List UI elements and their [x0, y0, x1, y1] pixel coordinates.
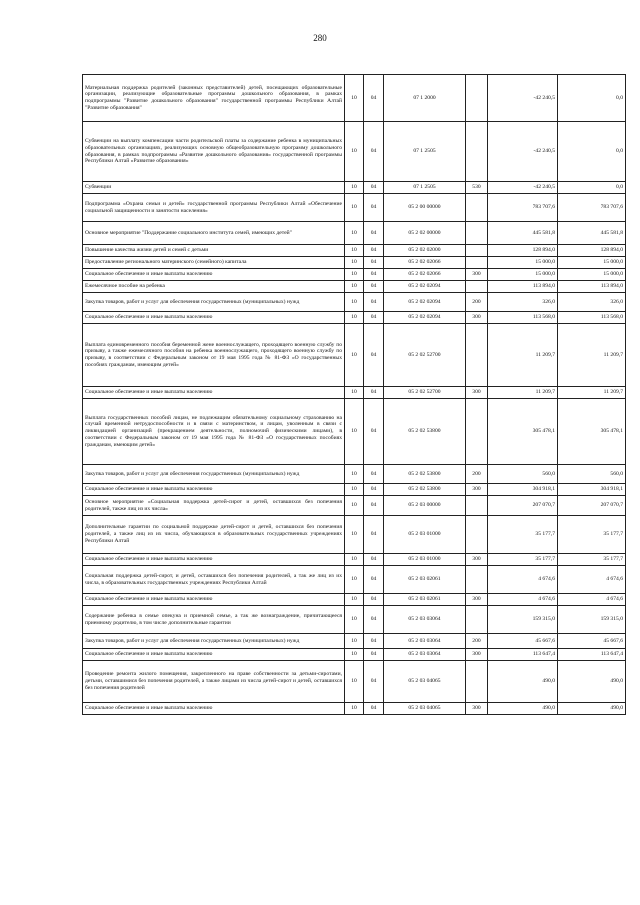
cell-name: Закупка товаров, работ и услуг для обеспечения государственных (муниципальных) нужд: [83, 293, 345, 312]
cell-sub: 04: [364, 324, 384, 387]
cell-code: 05 2 03 01000: [384, 516, 466, 554]
cell-sub: 04: [364, 634, 384, 649]
cell-sum: 15 000,0: [488, 269, 558, 281]
cell-sub: 04: [364, 496, 384, 516]
cell-code: 07 1 2505: [384, 122, 466, 182]
cell-sum: 11 209,7: [488, 324, 558, 387]
cell-sum: 560,0: [488, 465, 558, 484]
cell-sum: 128 894,0: [488, 245, 558, 257]
table-row: [83, 634, 626, 649]
cell-name: Субвенции на выплату компенсации части родительской платы за содержание ребенка в муниципальных образовательных организациях, реализующих основную общеобразовательную программу дошкольного образования, в рамках подпрограммы «Развитие дошкольного образования» государственной программы Республики Алтай «Развитие образования»: [83, 122, 345, 182]
cell-sec: 10: [345, 649, 364, 661]
cell-sum2: 490,0: [558, 703, 626, 715]
cell-sec: 10: [345, 594, 364, 606]
cell-sec: 10: [345, 634, 364, 649]
cell-sum: 4 674,6: [488, 566, 558, 594]
cell-sum2: 159 315,0: [558, 606, 626, 634]
cell-sub: 04: [364, 194, 384, 222]
cell-sum2: 15 000,0: [558, 269, 626, 281]
cell-sum2: 0,0: [558, 75, 626, 122]
cell-sum2: 490,0: [558, 661, 626, 703]
cell-code: 05 2 03 01000: [384, 554, 466, 566]
cell-name: Социальное обеспечение и иные выплаты населению: [83, 703, 345, 715]
table-row: [83, 703, 626, 715]
cell-sum2: 0,0: [558, 182, 626, 194]
cell-sum2: 326,0: [558, 293, 626, 312]
cell-code: 05 2 03 04065: [384, 703, 466, 715]
cell-sec: 10: [345, 312, 364, 324]
cell-type: 200: [466, 634, 488, 649]
cell-sum2: 560,0: [558, 465, 626, 484]
cell-sum2: 35 177,7: [558, 554, 626, 566]
cell-type: [466, 257, 488, 269]
cell-code: 05 2 02 02094: [384, 281, 466, 293]
cell-sub: 04: [364, 516, 384, 554]
cell-name: Социальное обеспечение и иные выплаты населению: [83, 387, 345, 399]
cell-sum2: 304 918,1: [558, 484, 626, 496]
cell-sub: 04: [364, 484, 384, 496]
cell-type: 530: [466, 182, 488, 194]
cell-sub: 04: [364, 312, 384, 324]
cell-name: Выплата единовременного пособия беременной жене военнослужащего, проходящего военную службу по призыву, а также ежемесячного пособия на ребенка военнослужащего, проходящего военную службу по призыву, в соответствии с Федеральным законом от 19 мая 1995 года № 81-ФЗ «О государственных пособиях гражданам, имеющим детей»: [83, 324, 345, 387]
cell-code: 05 2 03 03064: [384, 606, 466, 634]
cell-sub: 04: [364, 465, 384, 484]
cell-sec: 10: [345, 245, 364, 257]
cell-sec: 10: [345, 182, 364, 194]
cell-sec: 10: [345, 606, 364, 634]
cell-type: [466, 399, 488, 465]
cell-sum: 445 581,8: [488, 222, 558, 245]
cell-sub: 04: [364, 269, 384, 281]
cell-sum2: 0,0: [558, 122, 626, 182]
cell-name: Социальное обеспечение и иные выплаты населению: [83, 554, 345, 566]
cell-code: 05 2 03 02061: [384, 566, 466, 594]
cell-type: [466, 222, 488, 245]
cell-code: 05 2 02 02066: [384, 257, 466, 269]
cell-sum: 113 894,0: [488, 281, 558, 293]
table-row: [83, 312, 626, 324]
budget-table: [82, 74, 626, 715]
cell-code: 05 2 02 00000: [384, 222, 466, 245]
cell-sec: 10: [345, 496, 364, 516]
cell-sum2: 4 674,6: [558, 566, 626, 594]
cell-sec: 10: [345, 257, 364, 269]
cell-sec: 10: [345, 484, 364, 496]
cell-sum2: 128 894,0: [558, 245, 626, 257]
cell-sub: 04: [364, 566, 384, 594]
cell-name: Социальное обеспечение и иные выплаты населению: [83, 312, 345, 324]
cell-sum: -42 240,5: [488, 122, 558, 182]
cell-sum2: 4 674,6: [558, 594, 626, 606]
cell-code: 05 2 03 00000: [384, 496, 466, 516]
cell-type: 200: [466, 465, 488, 484]
cell-code: 05 2 03 03064: [384, 649, 466, 661]
cell-type: 200: [466, 293, 488, 312]
table-row: [83, 324, 626, 387]
cell-type: [466, 75, 488, 122]
cell-code: 05 2 03 03064: [384, 634, 466, 649]
table-row: [83, 269, 626, 281]
cell-sum2: 445 581,8: [558, 222, 626, 245]
table-row: [83, 122, 626, 182]
cell-name: Социальное обеспечение и иные выплаты населению: [83, 484, 345, 496]
cell-sum: 35 177,7: [488, 554, 558, 566]
cell-sec: 10: [345, 516, 364, 554]
cell-sum2: 11 209,7: [558, 387, 626, 399]
cell-code: 07 1 2505: [384, 182, 466, 194]
cell-type: [466, 194, 488, 222]
cell-sum: 113 568,0: [488, 312, 558, 324]
budget-table-body: [83, 75, 626, 715]
cell-sub: 04: [364, 594, 384, 606]
table-row: [83, 496, 626, 516]
cell-code: 05 2 02 02094: [384, 312, 466, 324]
cell-type: [466, 661, 488, 703]
cell-sum2: 783 707,6: [558, 194, 626, 222]
cell-type: [466, 566, 488, 594]
cell-code: 05 2 02 52700: [384, 324, 466, 387]
cell-type: [466, 245, 488, 257]
cell-name: Основное мероприятие «Социальная поддержка детей-сирот и детей, оставшихся без попечения родителей, также лиц из их числа»: [83, 496, 345, 516]
cell-sum: -42 240,5: [488, 182, 558, 194]
cell-name: Социальная поддержка детей-сирот, и детей, оставшихся без попечения родителей, а так же лиц из их числа, в образовательных государственных учреждениях Республики Алтай: [83, 566, 345, 594]
cell-code: 05 2 02 52700: [384, 387, 466, 399]
cell-type: 300: [466, 484, 488, 496]
cell-type: 300: [466, 649, 488, 661]
cell-name: Предоставление регионального материнского (семейного) капитала: [83, 257, 345, 269]
cell-sum: 207 070,7: [488, 496, 558, 516]
cell-name: Закупка товаров, работ и услуг для обеспечения государственных (муниципальных) нужд: [83, 465, 345, 484]
cell-sub: 04: [364, 222, 384, 245]
cell-code: 05 2 02 02094: [384, 293, 466, 312]
cell-sub: 04: [364, 75, 384, 122]
cell-sec: 10: [345, 122, 364, 182]
table-row: [83, 222, 626, 245]
table-row: [83, 245, 626, 257]
cell-type: [466, 516, 488, 554]
cell-name: Выплата государственных пособий лицам, не подлежащим обязательному социальному страхованию на случай временной нетрудоспособности и в связи с материнством, и лицам, уволенным в связи с ликвидацией организаций (прекращением деятельности, полномочий физическими лицами), в соответствии с Федеральным законом от 19 мая 1995 года № 81-ФЗ «О государственных пособиях гражданам, имеющим детей»: [83, 399, 345, 465]
cell-sum2: 207 070,7: [558, 496, 626, 516]
cell-sub: 04: [364, 257, 384, 269]
cell-sum: -42 240,5: [488, 75, 558, 122]
cell-sec: 10: [345, 75, 364, 122]
cell-sum: 326,0: [488, 293, 558, 312]
cell-name: Субвенции: [83, 182, 345, 194]
cell-sum2: 11 209,7: [558, 324, 626, 387]
cell-sec: 10: [345, 324, 364, 387]
cell-code: 05 2 03 04065: [384, 661, 466, 703]
cell-sec: 10: [345, 387, 364, 399]
cell-sub: 04: [364, 661, 384, 703]
table-row: [83, 649, 626, 661]
cell-code: 05 2 00 00000: [384, 194, 466, 222]
cell-sec: 10: [345, 293, 364, 312]
cell-name: Дополнительные гарантии по социальной поддержке детей-сирот и детей, оставшихся без попечения родителей, а также лиц из их числа, обучающихся в образовательных государственных учреждениях Республики Алтай: [83, 516, 345, 554]
cell-type: [466, 606, 488, 634]
cell-sec: 10: [345, 661, 364, 703]
cell-code: 05 2 02 02066: [384, 269, 466, 281]
cell-sum: 35 177,7: [488, 516, 558, 554]
table-row: [83, 399, 626, 465]
cell-type: [466, 122, 488, 182]
cell-sum: 304 918,1: [488, 484, 558, 496]
cell-sum: 45 667,6: [488, 634, 558, 649]
cell-sec: 10: [345, 465, 364, 484]
cell-sec: 10: [345, 194, 364, 222]
cell-type: 300: [466, 594, 488, 606]
cell-type: [466, 324, 488, 387]
cell-name: Материальная поддержка родителей (законных представителей) детей, посещающих образовательные организации, реализующие образовательные программы дошкольного образования, в рамках подпрограммы "Развитие дошкольного образования" государственной программы Республики Алтай "Развитие образования": [83, 75, 345, 122]
cell-code: 05 2 02 53800: [384, 484, 466, 496]
table-row: [83, 465, 626, 484]
cell-sub: 04: [364, 554, 384, 566]
table-row: [83, 661, 626, 703]
table-row: [83, 257, 626, 269]
cell-code: 05 2 03 02061: [384, 594, 466, 606]
cell-sum2: 45 667,6: [558, 634, 626, 649]
cell-sec: 10: [345, 281, 364, 293]
table-row: [83, 594, 626, 606]
table-row: [83, 194, 626, 222]
cell-sub: 04: [364, 703, 384, 715]
cell-sum: 783 707,6: [488, 194, 558, 222]
table-row: [83, 516, 626, 554]
cell-sum: 490,0: [488, 703, 558, 715]
cell-sum2: 113 894,0: [558, 281, 626, 293]
cell-code: 05 2 02 02000: [384, 245, 466, 257]
cell-code: 05 2 02 53800: [384, 399, 466, 465]
cell-name: Подпрограмма «Охрана семьи и детей» государственной программы Республики Алтай «Обеспечение социальной защищенности и занятости населения»: [83, 194, 345, 222]
cell-sec: 10: [345, 269, 364, 281]
cell-name: Социальное обеспечение и иные выплаты населению: [83, 594, 345, 606]
table-row: [83, 554, 626, 566]
cell-sum: 11 209,7: [488, 387, 558, 399]
cell-sub: 04: [364, 649, 384, 661]
cell-sec: 10: [345, 566, 364, 594]
table-row: [83, 182, 626, 194]
cell-sum: 15 000,0: [488, 257, 558, 269]
cell-sec: 10: [345, 399, 364, 465]
cell-name: Социальное обеспечение и иные выплаты населению: [83, 649, 345, 661]
cell-sum: 113 647,4: [488, 649, 558, 661]
cell-sum2: 305 478,1: [558, 399, 626, 465]
cell-sum: 305 478,1: [488, 399, 558, 465]
table-row: [83, 566, 626, 594]
table-row: [83, 606, 626, 634]
table-row: [83, 75, 626, 122]
cell-sec: 10: [345, 554, 364, 566]
cell-sub: 04: [364, 281, 384, 293]
table-row: [83, 281, 626, 293]
cell-type: [466, 281, 488, 293]
cell-type: 300: [466, 554, 488, 566]
cell-sec: 10: [345, 222, 364, 245]
cell-code: 05 2 02 53800: [384, 465, 466, 484]
cell-sec: 10: [345, 703, 364, 715]
cell-sub: 04: [364, 245, 384, 257]
cell-sub: 04: [364, 606, 384, 634]
cell-name: Социальное обеспечение и иные выплаты населению: [83, 269, 345, 281]
cell-sum2: 35 177,7: [558, 516, 626, 554]
page-number: 280: [313, 33, 327, 43]
cell-name: Ежемесячное пособие на ребенка: [83, 281, 345, 293]
cell-name: Основное мероприятие "Поддержание социального института семей, имеющих детей": [83, 222, 345, 245]
cell-type: 300: [466, 312, 488, 324]
cell-name: Повышение качества жизни детей и семей с детьми: [83, 245, 345, 257]
cell-type: 300: [466, 269, 488, 281]
cell-sum2: 15 000,0: [558, 257, 626, 269]
cell-sub: 04: [364, 293, 384, 312]
cell-sum2: 113 568,0: [558, 312, 626, 324]
cell-name: Закупка товаров, работ и услуг для обеспечения государственных (муниципальных) нужд: [83, 634, 345, 649]
cell-sub: 04: [364, 182, 384, 194]
table-row: [83, 387, 626, 399]
cell-sum: 4 674,6: [488, 594, 558, 606]
cell-sum2: 113 647,4: [558, 649, 626, 661]
table-row: [83, 293, 626, 312]
cell-type: 300: [466, 703, 488, 715]
cell-name: Проведение ремонта жилого помещения, закрепленного на праве собственности за детьми-сиротами, детьми, оставшимися без попечения родителей, а также лицами из числа детей-сирот и детей, оставшихся без попечения родителей: [83, 661, 345, 703]
cell-code: 07 1 2000: [384, 75, 466, 122]
cell-type: 300: [466, 387, 488, 399]
cell-sum: 490,0: [488, 661, 558, 703]
cell-sum: 159 315,0: [488, 606, 558, 634]
cell-sub: 04: [364, 387, 384, 399]
cell-name: Содержание ребенка в семье опекуна и приемной семье, а так же вознаграждение, причитающееся приемному родителю, в том числе дополнительные гарантии: [83, 606, 345, 634]
table-row: [83, 484, 626, 496]
cell-type: [466, 496, 488, 516]
cell-sub: 04: [364, 399, 384, 465]
cell-sub: 04: [364, 122, 384, 182]
